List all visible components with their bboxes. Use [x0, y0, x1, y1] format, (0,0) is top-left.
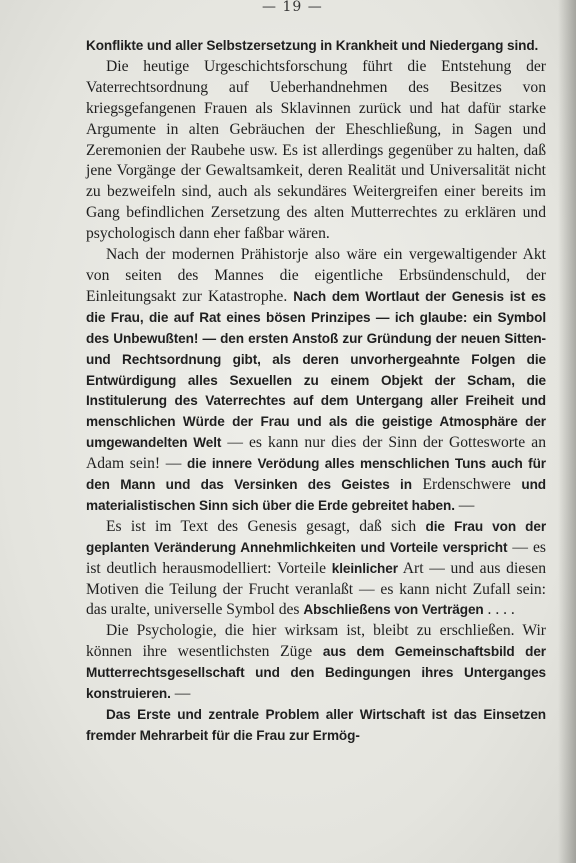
- page-edge-shadow: [558, 0, 576, 863]
- text-run-bold: Konflikte und aller Selbstzersetzung in Krankheit und Niedergang sind.: [86, 38, 539, 53]
- text-run: Erdenschwere: [411, 476, 522, 494]
- text-run-bold: die innere Verödung alles menschlichen Tuns auch für den Mann und das Versinken des Geistes in: [86, 456, 546, 493]
- text-run-bold: die Frau von der geplanten Veränderung Annehmlichkeiten und Vorteile verspricht: [86, 518, 547, 555]
- paragraph-4: [86, 517, 546, 622]
- text-run: —: [170, 685, 191, 703]
- text-run-bold: Nach dem Wortlaut der Genesis ist es die Frau, die auf Rat eines bösen Prinzipes — ich glaube: ein Symbol des Unbewußten! — den ersten Anstoß zur Gründung der neuen Sitten- und Rechtsordnung gibt, als deren unvorhergeahnte Folgen die Entwürdigung alles Sexuellen zu einem Objekt der Scham, die Institulerung des Vaterrechtes auf dem Untergang aller Freiheit und menschlichen Würde der Frau und als die geistige Atmosphäre der umgewandelten Welt: [86, 288, 546, 451]
- text-run: — es ist deutlich herausmodelliert: Vorteile: [86, 538, 546, 577]
- paragraph-3: [86, 245, 546, 517]
- body-text: [86, 36, 546, 747]
- text-run: Es ist im Text des Genesis gesagt, daß sich: [106, 517, 426, 535]
- paragraph-5: [86, 621, 546, 705]
- text-run: Die Psychologie, die hier wirksam ist, bleibt zu erschließen. Wir können ihre wesentlichsten Züge: [86, 622, 546, 661]
- text-run: . . . .: [483, 601, 515, 619]
- text-run-bold: kleinlicher: [331, 560, 398, 576]
- page-number: — 19 —: [262, 0, 323, 15]
- text-run: —: [454, 496, 475, 514]
- text-run-bold: aus dem Gemeinschaftsbild der Mutterrechtsgesellschaft und den Bedingungen ihres Unterganges konstruieren.: [86, 644, 546, 702]
- paragraph-6: [86, 705, 546, 747]
- paragraph-1: [86, 36, 546, 57]
- text-run: Art — und aus diesen Motiven die Teilung der Frucht veranlaßt — es kann nicht Zufall sein: das uralte, universelle Symbol des: [86, 559, 546, 619]
- paragraph-2: [86, 57, 546, 245]
- text-run-bold: und materialistischen Sinn sich über die Erde gebreitet haben.: [86, 477, 546, 513]
- text-run: Nach der modernen Prähistorje also wäre ein vergewaltigender Akt von seiten des Mannes die eigentliche Erbsündenschuld, der Einleitungsakt zur Katastrophe.: [86, 246, 546, 305]
- text-run-bold: Das Erste und zentrale Problem aller Wirtschaft ist das Einsetzen fremder Mehrarbeit für die Frau zur Ermög-: [86, 707, 546, 743]
- text-run: Die heutige Urgeschichtsforschung führt die Entstehung der Vaterrechtsordnung auf Ueberhandnehmen des Besitzes von kriegsgefangenen Frauen als Sklavinnen zurück und hat dafür starke Argumente in alten Gebräuchen der Eheschließung, in Sagen und Zeremonien der Raubehe usw. Es ist allerdings gegenüber zu halten, daß jene Vorgänge der Gewaltsamkeit, deren Realität und Universalität nicht zu bezweifeln sind, auch als sekundäres Weitergreifen einer bereits im Gang befindlichen Zersetzung des alten Mutterrechtes zu erklären und psychologisch dann eher faßbar wären.: [86, 57, 546, 243]
- text-run: — es kann nur dies der Sinn der Gottesworte an Adam sein! —: [86, 434, 546, 473]
- text-run-bold: Abschließens von Verträgen: [303, 602, 484, 618]
